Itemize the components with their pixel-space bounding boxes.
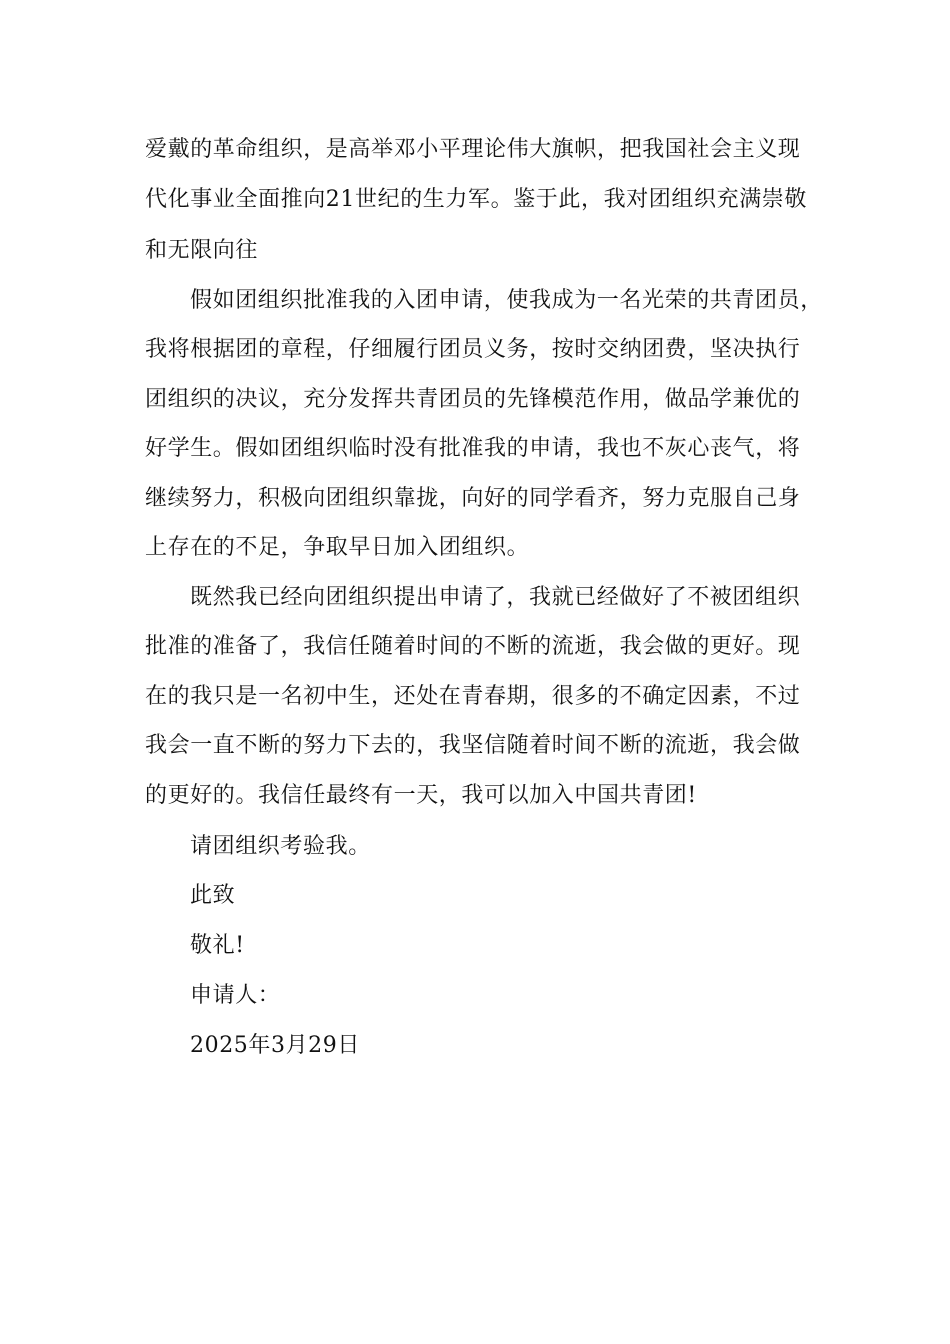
text-line: 的更好的。我信任最终有一天，我可以加入中国共青团! (145, 783, 697, 808)
text-line: 假如团组织批准我的入团申请，使我成为一名光荣的共青团员， (190, 288, 823, 313)
date-line: 2025年3月29日 (190, 1033, 360, 1058)
request-line: 请团组织考验我。 (190, 834, 371, 859)
text-line: 代化事业全面推向21世纪的生力军。鉴于此，我对团组织充满崇敬 (145, 187, 807, 212)
text-line: 既然我已经向团组织提出申请了，我就已经做好了不被团组织 (190, 585, 801, 610)
closing-salutation: 此致 (190, 883, 236, 908)
text-line: 上存在的不足，争取早日加入团组织。 (145, 535, 530, 560)
applicant-label: 申请人： (190, 983, 281, 1008)
text-line: 批准的准备了，我信任随着时间的不断的流逝，我会做的更好。现 (145, 634, 801, 659)
text-line: 爱戴的革命组织，是高举邓小平理论伟大旗帜，把我国社会主义现 (145, 137, 801, 162)
text-line: 好学生。假如团组织临时没有批准我的申请，我也不灰心丧气，将 (145, 436, 801, 461)
text-line: 在的我只是一名初中生，还处在青春期，很多的不确定因素，不过 (145, 684, 801, 709)
text-line: 团组织的决议，充分发挥共青团员的先锋模范作用，做品学兼优的 (145, 387, 801, 412)
text-line: 我会一直不断的努力下去的，我坚信随着时间不断的流逝，我会做 (145, 733, 801, 758)
text-line: 我将根据团的章程，仔细履行团员义务，按时交纳团费，坚决执行 (145, 337, 801, 362)
text-line: 继续努力，积极向团组织靠拢，向好的同学看齐，努力克服自己身 (145, 486, 801, 511)
closing-respect: 敬礼! (190, 933, 245, 958)
text-line: 和无限向往 (145, 238, 259, 263)
